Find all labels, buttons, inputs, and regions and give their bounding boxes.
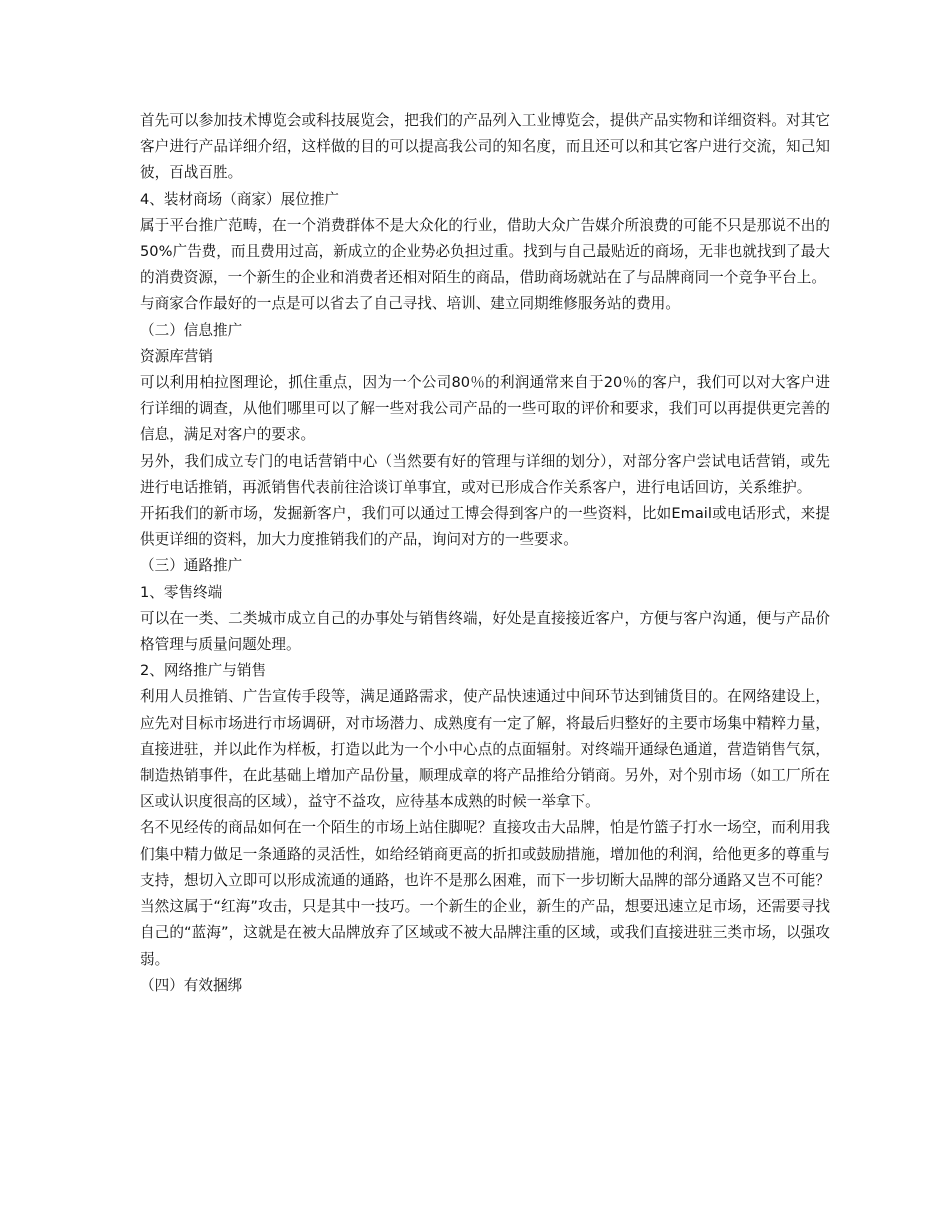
- paragraph-platform-promotion: 属于平台推广范畴，在一个消费群体不是大众化的行业，借助大众广告媒介所浪费的可能不只是那说不出的50%广告费，而且费用过高，新成立的企业势必负担过重。找到与自己最贴近的商场，无非也就找到了最大的消费资源，一个新生的企业和消费者还相对陌生的商品，借助商场就站在了与品牌商同一个竞争平台上。: [140, 216, 830, 287]
- heading-channel-promotion: （三）通路推广: [140, 557, 243, 575]
- paragraph-new-market: 开拓我们的新市场，发掘新客户，我们可以通过工博会得到客户的一些资料，比如Email或电话形式，来提供更详细的资料，加大力度推销我们的产品，询问对方的一些要求。: [140, 505, 830, 549]
- paragraph-exhibition-intro: 首先可以参加技术博览会或科技展览会，把我们的产品列入工业博览会，提供产品实物和详细资料。对其它客户进行产品详细介绍，这样做的目的可以提高我公司的知名度，而且还可以和其它客户进行交流，知己知彼，百战百胜。: [140, 112, 830, 182]
- document-body: [140, 108, 830, 999]
- heading-retail-terminal: 1、零售终端: [140, 583, 223, 601]
- paragraph-merchant-cooperation: 与商家合作最好的一点是可以省去了自己寻找、培训、建立同期维修服务站的费用。: [140, 295, 680, 313]
- paragraph-retail-terminal: 可以在一类、二类城市成立自己的办事处与销售终端，好处是直接接近客户，方便与客户沟通，便与产品价格管理与质量问题处理。: [140, 609, 830, 654]
- heading-mall-booth-promotion: 4、装材商场（商家）展位推广: [140, 190, 340, 208]
- heading-information-promotion: （二）信息推广: [140, 321, 243, 339]
- paragraph-network-promotion: 利用人员推销、广告宣传手段等，满足通路需求，使产品快速通过中间环节达到铺货目的。在网络建设上，应先对目标市场进行市场调研，对市场潜力、成熟度有一定了解，将最后归整好的主要市场集中精粹力量，直接进驻，并以此作为样板，打造以此为一个小中心点的点面辐射。对终端开通绿色通道，营造销售气氛，制造热销事件，在此基础上增加产品份量，顺理成章的将产品推给分销商。另外，对个别市场（如工厂所在区或认识度很高的区域），益守不益攻，应待基本成熟的时候一举拿下。: [140, 688, 830, 811]
- heading-effective-bundling: （四）有效捆绑: [140, 976, 243, 994]
- heading-network-promotion: 2、网络推广与销售: [140, 662, 267, 680]
- paragraph-telemarketing: 另外，我们成立专门的电话营销中心（当然要有好的管理与详细的划分），对部分客户尝试电话营销，或先进行电话推销，再派销售代表前往洽谈订单事宜，或对已形成合作关系客户，进行电话回访，关系维护。: [140, 452, 830, 496]
- paragraph-pareto-theory: 可以利用柏拉图理论，抓住重点，因为一个公司80％的利润通常来自于20％的客户，我们可以对大客户进行详细的调查，从他们哪里可以了解一些对我公司产品的一些可取的评价和要求，我们可以再提供更完善的信息，满足对客户的要求。: [140, 374, 830, 444]
- subheading-resource-marketing: 资源库营销: [140, 347, 213, 365]
- paragraph-unknown-brand: 名不见经传的商品如何在一个陌生的市场上站住脚呢？直接攻击大品牌，怕是竹篮子打水一场空，而利用我们集中精力做足一条通路的灵活性，如给经销商更高的折扣或鼓励措施，增加他的利润，给他更多的尊重与支持，想切入立即可以形成流通的通路，也许不是那么困难，而下一步切断大品牌的部分通路又岂不可能？当然这属于“红海”攻击，只是其中一技巧。一个新生的企业，新生的产品，想要迅速立足市场，还需要寻找自己的“蓝海”，这就是在被大品牌放弃了区域或不被大品牌注重的区域，或我们直接进驻三类市场，以强攻弱。: [140, 819, 830, 968]
